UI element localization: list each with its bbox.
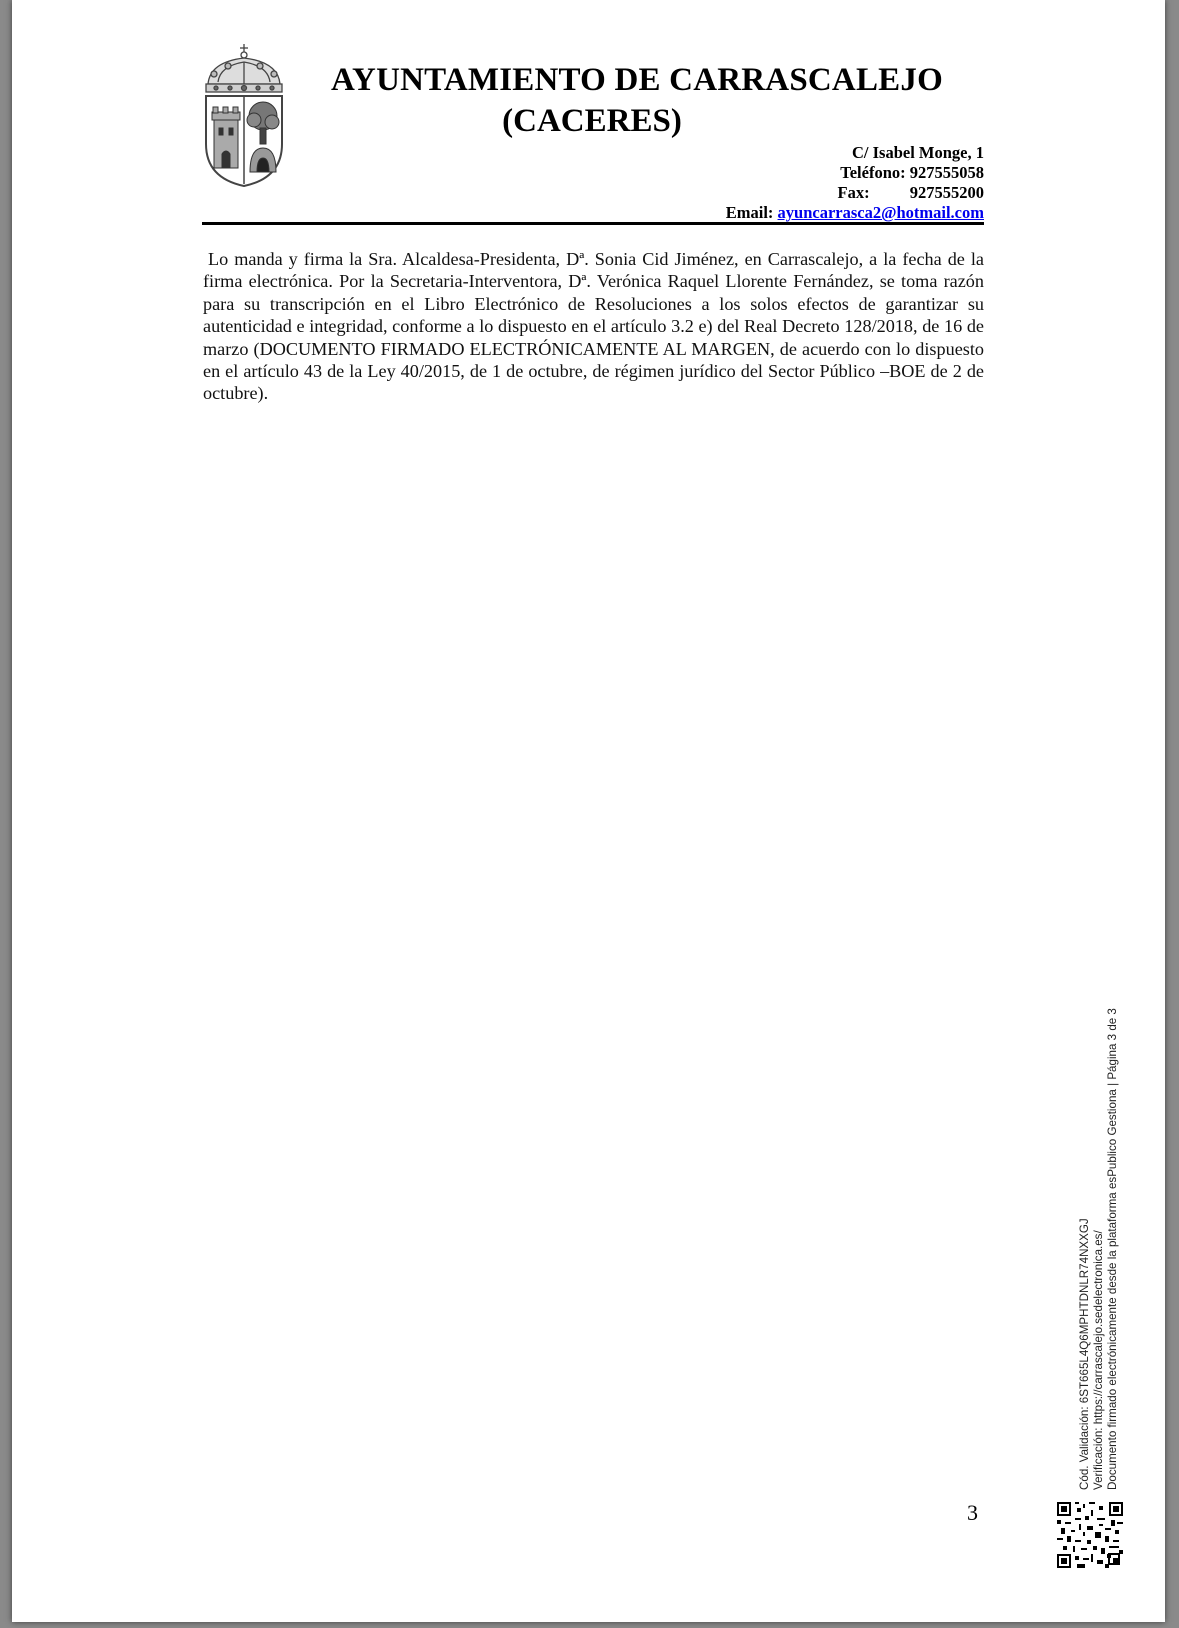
fax-number: 927555200 bbox=[909, 183, 984, 202]
email-label: Email: bbox=[725, 203, 774, 222]
page-number: 3 bbox=[967, 1500, 978, 1525]
contact-block bbox=[564, 143, 984, 223]
qr-code-icon bbox=[1057, 1502, 1123, 1568]
validation-code: Cód. Validación: 6ST665L4Q6MPHTDNLR74NXXGJ bbox=[1078, 1218, 1091, 1490]
municipality-title: AYUNTAMIENTO DE CARRASCALEJO bbox=[331, 62, 943, 98]
coat-of-arms-logo bbox=[200, 40, 302, 192]
signature-note: Documento firmado electrónicamente desde la plataforma esPublico Gestiona bbox=[1106, 1089, 1119, 1490]
header-divider bbox=[202, 222, 984, 225]
phone-line bbox=[564, 163, 984, 183]
verification-url: Verificación: https://carrascalejo.sedelectronica.es/ bbox=[1092, 1230, 1105, 1490]
email-link[interactable]: ayuncarrasca2@hotmail.com bbox=[777, 203, 984, 222]
fax-line bbox=[564, 183, 984, 203]
phone-label: Teléfono: bbox=[840, 163, 906, 182]
fax-label: Fax: bbox=[837, 183, 870, 202]
email-line bbox=[564, 203, 984, 223]
address: C/ Isabel Monge, 1 bbox=[852, 143, 984, 162]
validation-line bbox=[1078, 1000, 1092, 1490]
document-page bbox=[12, 0, 1165, 1622]
page-info: Página 3 de 3 bbox=[1106, 1008, 1119, 1080]
province-title: (CACERES) bbox=[502, 103, 682, 139]
resolution-paragraph: Lo manda y firma la Sra. Alcaldesa-Presidenta, Dª. Sonia Cid Jiménez, en Carrascalejo, a la fecha de la firma electrónica. Por la Secretaria-Interventora, Dª. Verónica Raquel Llorente Fernández, se toma razón para su transcripción en el Libro Electrónico de Resoluciones a los solos efectos de garantizar su autenticidad e integridad, conforme a lo dispuesto en el artículo 3.2 e) del Real Decreto 128/2018, de 16 de marzo (DOCUMENTO FIRMADO ELECTRÓNICAMENTE AL MARGEN, de acuerdo con lo dispuesto en el artículo 43 de la Ley 40/2015, de 1 de octubre, de régimen jurídico del Sector Público –BOE de 2 de octubre). bbox=[203, 249, 984, 404]
signature-note-line: Documento firmado electrónicamente desde la plataforma esPublico Gestiona | Página 3 de 3 bbox=[1106, 1008, 1119, 1490]
electronic-signature-margin bbox=[1078, 1000, 1120, 1490]
phone-number: 927555058 bbox=[909, 163, 984, 182]
